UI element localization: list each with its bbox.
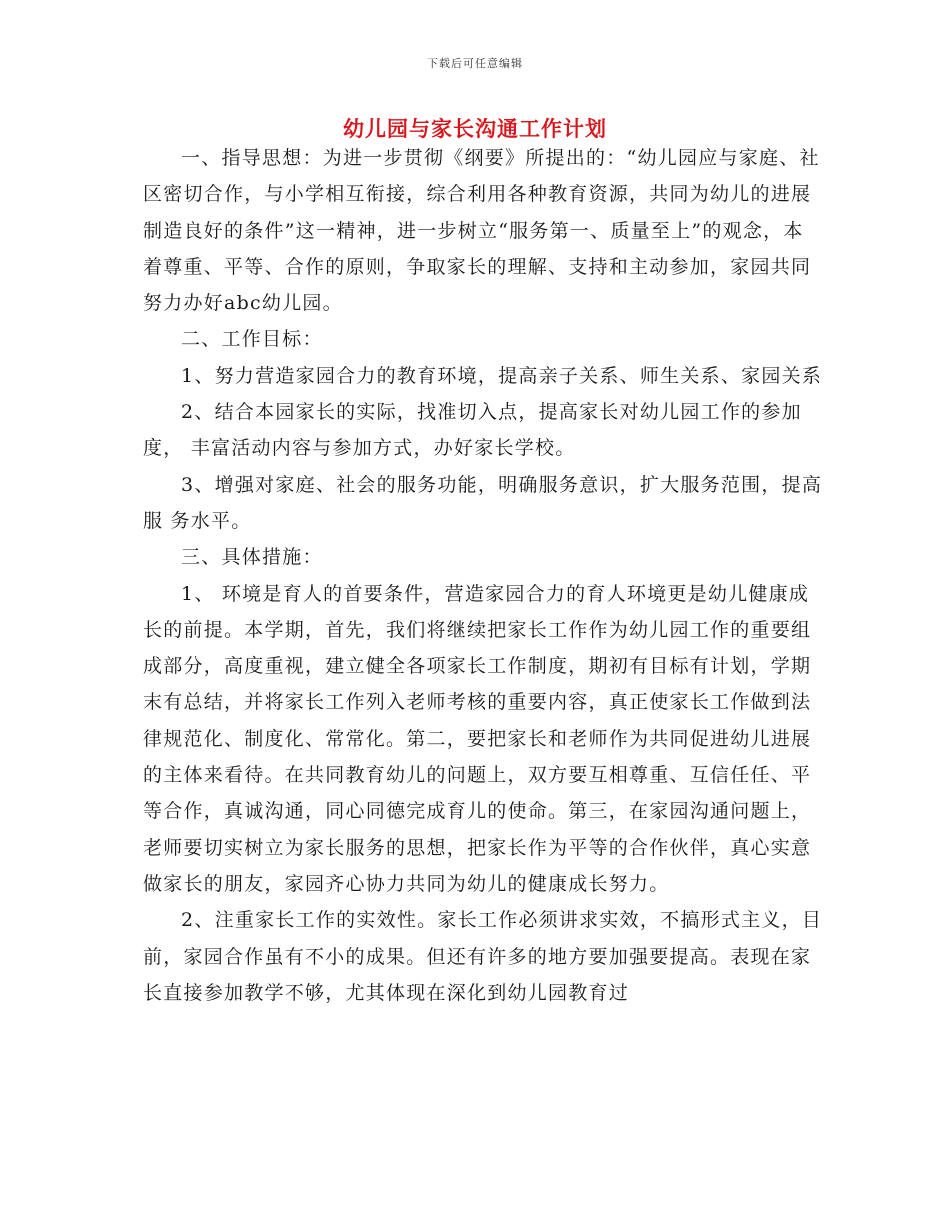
paragraph-guiding-thought: 一、指导思想：为进一步贯彻《纲要》所提出的：“幼儿园应与家庭、社区密切合作，与小学相互衔接，综合利用各种教育资源，共同为幼儿的进展制造良好的条件”这一精神，进一步树立“服务第一、质量至上”的观念，本着尊重、平等、合作的原则，争取家长的理解、支持和主动参加，家园共同努力办好abc幼儿园。 bbox=[143, 147, 820, 315]
paragraph-goal-3: 3、增强对家庭、社会的服务功能，明确服务意识，扩大服务范围，提高服 务水平。 bbox=[143, 473, 823, 532]
paragraph-goal-2: 2、结合本园家长的实际，找准切入点，提高家长对幼儿园工作的参加度， 丰富活动内容与参加方式，办好家长学校。 bbox=[143, 401, 802, 460]
paragraph-work-goals-heading: 二、工作目标： bbox=[181, 328, 323, 351]
header-note: 下载后可任意编辑 bbox=[427, 57, 523, 70]
document-title: 幼儿园与家长沟通工作计划 bbox=[343, 116, 607, 141]
paragraph-goal-1: 1、努力营造家园合力的教育环境，提高亲子关系、师生关系、家园关系 bbox=[181, 364, 823, 387]
paragraph-measures-heading: 三、具体措施： bbox=[181, 546, 323, 569]
paragraph-measure-2: 2、注重家长工作的实效性。家长工作必须讲求实效，不搞形式主义，目前，家园合作虽有不小的成果。但还有许多的地方要加强要提高。表现在家长直接参加教学不够，尤其体现在深化到幼儿园教育过 bbox=[143, 909, 823, 1004]
paragraph-measure-1: 1、 环境是育人的首要条件，营造家园合力的育人环境更是幼儿健康成长的前提。本学期，首先，我们将继续把家长工作作为幼儿园工作的重要组成部分，高度重视，建立健全各项家长工作制度，期初有目标有计划，学期末有总结，并将家长工作列入老师考核的重要内容，真正使家长工作做到法律规范化、制度化、常常化。第二，要把家长和老师作为共同促进幼儿进展的主体来看待。在共同教育幼儿的问题上，双方要互相尊重、互信任任、平等合作，真诚沟通，同心同德完成育儿的使命。第三，在家园沟通问题上，老师要切实树立为家长服务的思想，把家长作为平等的合作伙伴，真心实意做家长的朋友，家园齐心协力共同为幼儿的健康成长努力。 bbox=[143, 582, 812, 895]
document-body bbox=[143, 140, 823, 1011]
